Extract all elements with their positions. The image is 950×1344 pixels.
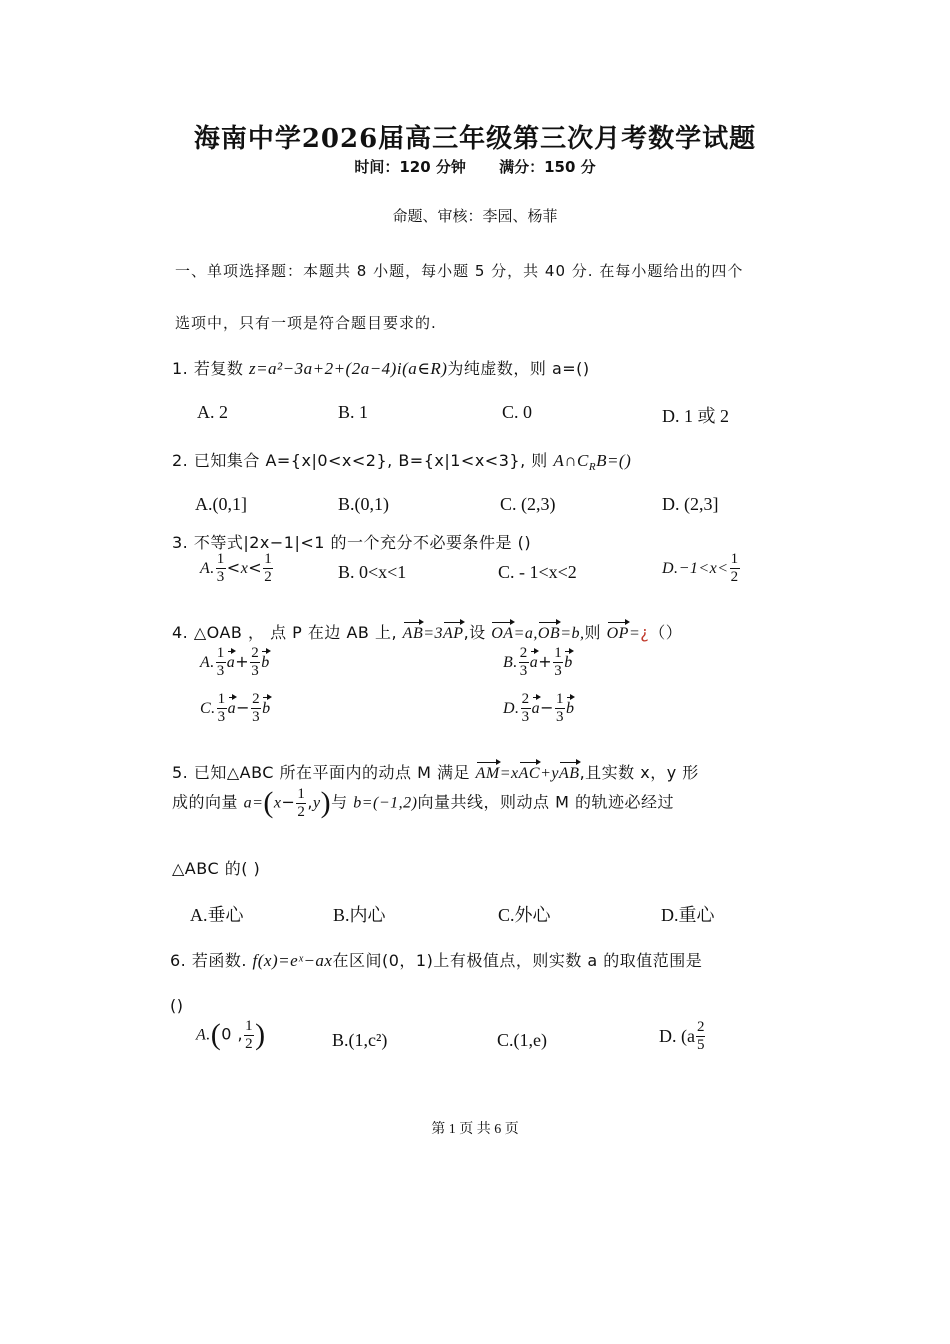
q4-mid: ,设 <box>463 623 486 642</box>
q6-expr: f(x)=eˣ−ax <box>252 951 333 970</box>
q5-prefix: 5. 已知△ABC 所在平面内的动点 M 满足 <box>172 763 471 782</box>
section-intro-line2: 选项中，只有一项是符合题目要求的. <box>175 314 437 332</box>
exam-authors: 命题、审核：李园、杨菲 <box>392 207 558 225</box>
q2-sub: R <box>588 461 597 474</box>
q5-eq: =x <box>499 765 519 782</box>
q6-line2: () <box>170 996 184 1015</box>
q5-line1 <box>172 760 699 783</box>
q1-suffix: 为纯虚数，则 a=() <box>447 359 590 378</box>
q3-stem: 3. 不等式|2x−1|<1 的一个充分不必要条件是 () <box>172 533 532 552</box>
q4-option-a: A. $\frac{1}{3}$ a+ $\frac{2}{3}$ b <box>200 645 270 679</box>
q5-line2-suffix: 向量共线，则动点 M 的轨迹必经过 <box>417 792 674 812</box>
section-intro-line1: 一、单项选择题：本题共 8 小题，每小题 5 分，共 40 分. 在每小题给出的四个 <box>175 262 744 280</box>
question-1 <box>172 356 590 379</box>
q4-optC-label: C. <box>200 700 216 717</box>
q4-vec-ap: AP <box>443 625 464 642</box>
q5-vec-am: AM <box>475 765 500 782</box>
q3-optA-label: A. <box>200 560 215 577</box>
q4-unknown: ¿ <box>640 623 650 642</box>
q2-expr2: B=() <box>596 451 632 470</box>
q2-option-a: A.(0,1] <box>195 494 247 514</box>
q2-option-b: B.(0,1) <box>338 494 389 514</box>
q6-optD-prefix: D. (a <box>659 1026 695 1046</box>
q5-option-c: C.外心 <box>498 905 551 925</box>
q6-option-b: B.(1,c²) <box>332 1030 388 1050</box>
q5-plusy: +y <box>540 765 560 782</box>
q4-paren: （） <box>649 623 683 642</box>
q2-expr: A∩C <box>553 451 589 470</box>
q3-option-c: C. - 1<x<2 <box>498 562 577 582</box>
question-2 <box>172 448 631 473</box>
q1-expr: z=a²−3a+2+(2a−4)i(a∈R) <box>248 359 448 378</box>
q6-option-c: C.(1,e) <box>497 1030 547 1050</box>
q2-option-d: D. (2,3] <box>662 494 719 514</box>
q5-option-d: D.重心 <box>661 905 715 925</box>
q1-option-d: D. 1 或 2 <box>662 406 729 426</box>
q1-option-a: A. 2 <box>197 402 228 422</box>
page-footer: 第 1 页 共 6 页 <box>431 1122 519 1137</box>
q5-with: 与 <box>331 792 348 812</box>
q4-eq: = <box>628 625 641 642</box>
q3-option-b: B. 0<x<1 <box>338 562 407 582</box>
q4-then: 则 <box>584 623 602 642</box>
q1-prefix: 1. 若复数 <box>172 359 244 378</box>
q5-option-b: B.内心 <box>333 905 386 925</box>
q5-line1-suffix: ,且实数 x，y 形 <box>579 763 699 782</box>
q5-vec-ab: AB <box>559 765 580 782</box>
question-6 <box>170 948 702 971</box>
q4-vec-ob: OB <box>537 625 561 642</box>
q5-line3: △ABC 的( ) <box>172 859 261 878</box>
exam-score: 满分：150 分 <box>499 158 596 176</box>
q4-optD-label: D. <box>503 700 520 717</box>
q5-vec-ac: AC <box>518 765 541 782</box>
q3-optD-label: D. <box>662 560 679 577</box>
q4-eqa: =a, <box>513 625 538 642</box>
q6-prefix: 6. 若函数. <box>170 951 247 970</box>
page-title: 海南中学2026届高三年级第三次月考数学试题 <box>193 124 757 154</box>
q5-vec-b: b=(−1,2) <box>353 794 418 812</box>
exam-meta <box>0 156 950 177</box>
q5-option-a: A.垂心 <box>190 905 244 925</box>
q4-option-b: B. $\frac{2}{3}$ a+ $\frac{1}{3}$ b <box>503 645 573 679</box>
q6-option-d: D. (a $\frac{2}{5}$ <box>659 1019 705 1053</box>
q5-line2-prefix: 成的向量 <box>172 792 239 812</box>
q3-option-d: D.−1<x< $\frac{1}{2}$ <box>662 551 739 585</box>
q4-option-c: C. $\frac{1}{3}$ a− $\frac{2}{3}$ b <box>200 691 271 725</box>
q4-optB-label: B. <box>503 654 518 671</box>
exam-time: 时间：120 分钟 <box>354 158 466 176</box>
q6-suffix: 在区间(0，1)上有极值点，则实数 a 的取值范围是 <box>332 951 703 970</box>
q4-option-d: D. $\frac{2}{3}$ a− $\frac{1}{3}$ b <box>503 691 575 725</box>
q2-prefix: 2. 已知集合 A={x|0<x<2}, B={x|1<x<3}, 则 <box>172 451 548 470</box>
q1-option-c: C. 0 <box>502 402 533 422</box>
q2-option-c: C. (2,3) <box>500 494 556 514</box>
q4-vec-oa: OA <box>491 625 514 642</box>
q4-vec-ab: AB <box>402 625 424 642</box>
q6-option-a: A.(0 , $\frac{1}{2}$ ) <box>196 1017 266 1052</box>
question-4 <box>172 620 682 643</box>
q3-optD-text: −1<x< <box>678 560 729 577</box>
q4-optA-label: A. <box>200 654 215 671</box>
q4-vec-op: OP <box>606 625 629 642</box>
q4-eqb: =b, <box>560 625 585 642</box>
q3-option-a: A. $\frac{1}{3}$ <x< $\frac{1}{2}$ <box>200 551 273 585</box>
q5-vec-a: a= <box>243 794 264 812</box>
q6-optA-label: A. <box>196 1026 211 1044</box>
q1-option-b: B. 1 <box>338 402 369 422</box>
q4-eq3: =3 <box>423 625 444 642</box>
q5-line2: 成的向量 a=(x− $\frac{1}{2}$ ,y)与 b=(−1,2)向量共线，则动点 M 的轨迹必经过 <box>172 785 674 820</box>
q4-prefix: 4. △OAB ， 点 P 在边 AB 上, <box>172 623 398 642</box>
